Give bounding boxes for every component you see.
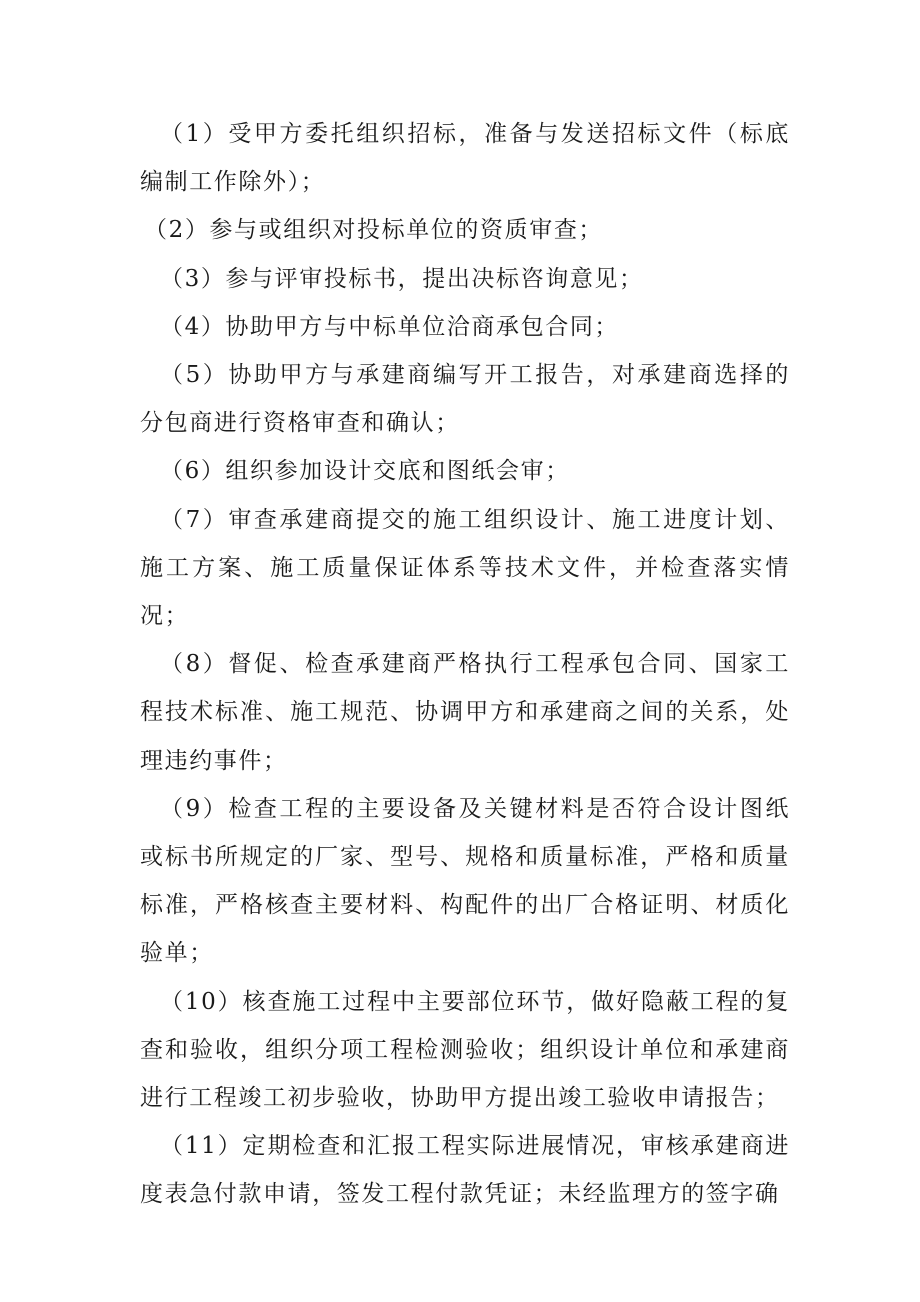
list-item-10: （10）核查施工过程中主要部位环节，做好隐蔽工程的复查和验收，组织分项工程检测验收；组织设计单位和承建商进行工程竣工初步验收，协助甲方提出竣工验收申请报告； bbox=[140, 988, 790, 1112]
list-item-9: （9）检查工程的主要设备及关键材料是否符合设计图纸或标书所规定的厂家、型号、规格和质量标准，严格和质量标准，严格核查主要材料、构配件的出厂合格证明、材质化验单； bbox=[140, 795, 790, 967]
list-item-5: （5）协助甲方与承建商编写开工报告，对承建商选择的分包商进行资格审查和确认； bbox=[140, 362, 790, 437]
document-body bbox=[140, 110, 790, 1219]
list-item-8: （8）督促、检查承建商严格执行工程承包合同、国家工程技术标准、施工规范、协调甲方和承建商之间的关系，处理违约事件； bbox=[140, 651, 790, 774]
list-item-3: （3）参与评审投标书，提出决标咨询意见； bbox=[160, 265, 644, 292]
list-item-1: （1）受甲方委托组织招标，准备与发送招标文件（标底编制工作除外）； bbox=[140, 121, 790, 196]
list-item-6: （6）组织参加设计交底和图纸会审； bbox=[160, 458, 570, 485]
list-item-7: （7）审查承建商提交的施工组织设计、施工进度计划、施工方案、施工质量保证体系等技术文件，并检查落实情况； bbox=[140, 506, 790, 630]
list-item-4: （4）协助甲方与中标单位洽商承包合同； bbox=[160, 313, 620, 340]
list-item-11: （11）定期检查和汇报工程实际进展情况，审核承建商进度表急付款申请，签发工程付款凭证；未经监理方的签字确 bbox=[140, 1133, 790, 1208]
list-item-2: （2）参与或组织对投标单位的资质审查； bbox=[144, 217, 604, 244]
